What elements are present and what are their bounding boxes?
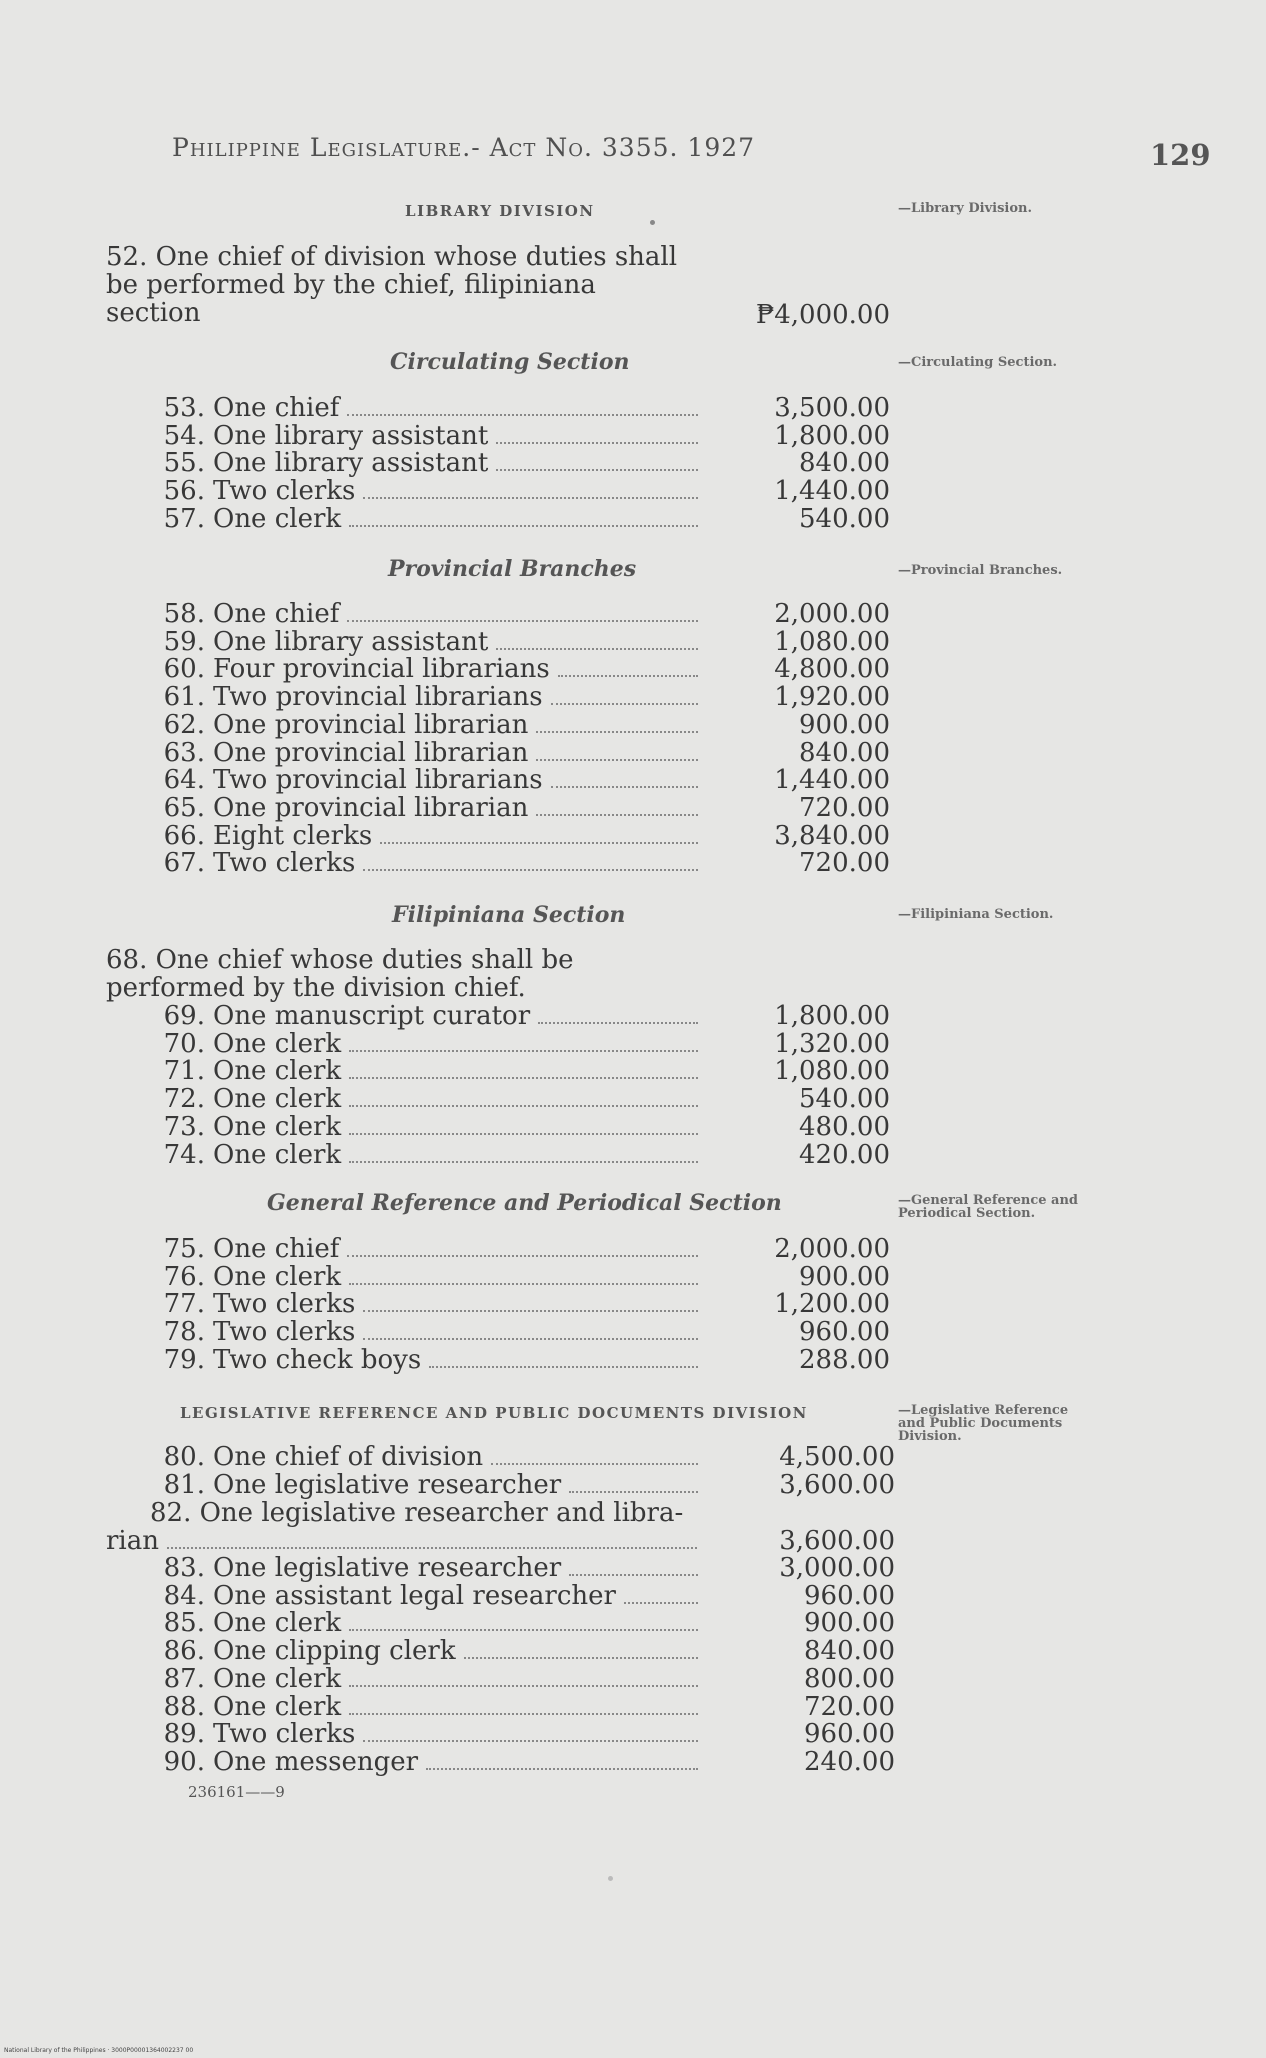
item-amount: 900.00 [799,1261,890,1292]
item-description: One clerk [213,1261,342,1292]
item-amount: 1,200.00 [774,1289,890,1320]
item-number: 53. [163,393,205,423]
item-amount: 720.00 [804,1691,895,1722]
item-amount: 800.00 [804,1663,895,1694]
leader-dots [426,1768,698,1770]
item-amount: 4,800.00 [774,654,890,685]
item-description: One clerk [213,1028,342,1059]
item-description: One clerk [213,1139,342,1170]
leader-dots [491,1463,698,1465]
item-number: 74. [163,1139,205,1170]
item-amount: 1,440.00 [774,476,890,507]
item-description: Two clerks [213,1317,356,1348]
item-description: One chief [213,599,340,629]
item-number: 90. [163,1746,205,1777]
item-description: One provincial librarian [213,792,529,823]
leader-dots [349,1077,698,1079]
item-number: 63. [163,737,205,768]
leader-dots [363,1310,698,1312]
margin-note-library-division: —Library Division. [898,201,1032,216]
leader-dots [349,525,698,527]
item-82-line1: 82. One legislative researcher and libra- [150,1498,684,1528]
item-description: Two clerks [213,1289,356,1320]
item-amount: 3,000.00 [779,1553,895,1583]
item-number: 55. [163,448,205,479]
item-amount: 840.00 [799,737,890,768]
leader-dots [349,1713,698,1715]
ink-mark [650,220,655,225]
item-amount: 960.00 [804,1719,895,1750]
item-number: 64. [163,765,205,796]
item-description: Four provincial librarians [213,654,550,685]
item-amount: 900.00 [804,1608,895,1639]
leader-dots [347,414,698,416]
item-amount: 960.00 [799,1317,890,1348]
item-description: One clerk [213,503,342,534]
item-description: Two clerks [213,476,356,507]
margin-note-provincial: —Provincial Branches. [898,563,1063,578]
leader-dots [380,842,698,844]
item-description: One clerk [213,1691,342,1722]
leader-dots [551,703,698,705]
item-number: 60. [163,654,205,685]
item-amount: 2,000.00 [774,599,890,629]
item-description: Two provincial librarians [213,682,543,713]
item-number: 66. [163,820,205,851]
item-52-amount: ₱4,000.00 [755,300,890,330]
item-number: 89. [163,1719,205,1750]
item-amount: 3,500.00 [774,393,890,423]
item-amount: 420.00 [799,1139,890,1170]
item-number: 76. [163,1261,205,1292]
item-number: 72. [163,1084,205,1115]
library-division-heading: LIBRARY DIVISION [405,202,595,220]
item-number: 80. [163,1442,205,1472]
item-amount: 960.00 [804,1580,895,1611]
leader-dots [167,1547,697,1549]
margin-note-circulating: —Circulating Section. [898,355,1058,370]
item-amount: 240.00 [804,1746,895,1777]
leader-dots [536,814,698,816]
item-amount: 480.00 [799,1111,890,1142]
item-number: 83. [163,1553,205,1583]
leader-dots [496,648,698,650]
leader-dots [496,442,698,444]
leader-dots [464,1657,698,1659]
item-amount: 3,840.00 [774,820,890,851]
leader-dots [349,1161,698,1163]
item-description: One chief [213,1234,340,1264]
item-number: 73. [163,1111,205,1142]
leader-dots [551,786,698,788]
leader-dots [569,1574,698,1576]
item-description: Two provincial librarians [213,765,543,796]
item-amount: 1,800.00 [774,420,890,451]
item-number: 57. [163,503,205,534]
item-amount: 840.00 [804,1636,895,1667]
page-code: 236161——9 [188,1783,285,1801]
item-amount: 540.00 [799,1084,890,1115]
item-amount: 1,080.00 [774,626,890,657]
item-description: One chief of division [213,1442,484,1472]
leader-dots [349,1629,698,1631]
item-amount: 840.00 [799,448,890,479]
leader-dots [569,1491,698,1493]
item-number: 87. [163,1663,205,1694]
page-number: 129 [1150,138,1211,172]
leader-dots [536,731,698,733]
item-amount: 2,000.00 [774,1234,890,1264]
item-description: One provincial librarian [213,709,529,740]
item-description: Two check boys [213,1344,422,1375]
leader-dots [363,497,698,499]
item-number: 54. [163,420,205,451]
item-description: One manuscript curator [213,1001,531,1031]
item-description: Two clerks [213,1719,356,1750]
item-number: 81. [163,1469,205,1500]
leader-dots [347,1255,698,1257]
leader-dots [349,1685,698,1687]
item-description: One messenger [213,1746,419,1777]
item-number: 69. [163,1001,205,1031]
leader-dots [536,759,698,761]
item-amount: 1,920.00 [774,682,890,713]
item-description: One clipping clerk [213,1636,456,1667]
leader-dots [363,1740,698,1742]
item-number: 62. [163,709,205,740]
item-amount: 900.00 [799,709,890,740]
item-number: 58. [163,599,205,629]
item-82-amount: 3,600.00 [779,1526,895,1556]
leader-dots [349,1105,698,1107]
leader-dots [558,675,698,677]
item-number: 77. [163,1289,205,1320]
item-description: One chief [213,393,340,423]
item-number: 85. [163,1608,205,1639]
item-amount: 3,600.00 [779,1469,895,1500]
item-number: 78. [163,1317,205,1348]
leader-dots [363,1338,698,1340]
leader-dots [363,869,698,871]
item-amount: 1,080.00 [774,1056,890,1087]
item-number: 65. [163,792,205,823]
leader-dots [349,1283,698,1285]
item-description: Two clerks [213,848,356,879]
item-description: One clerk [213,1608,342,1639]
ink-mark [608,1876,613,1881]
circulating-heading: Circulating Section [390,349,630,375]
item-68-text: 68. One chief whose duties shall be performed by the division chief. [106,945,574,1003]
item-description: One clerk [213,1111,342,1142]
item-amount: 1,800.00 [774,1001,890,1031]
item-number: 56. [163,476,205,507]
leader-dots [624,1602,698,1604]
filipiniana-heading: Filipiniana Section [392,902,626,928]
item-number: 59. [163,626,205,657]
general-reference-heading: General Reference and Periodical Section [267,1190,782,1216]
leader-dots [349,1050,698,1052]
item-description: One legislative researcher [213,1469,562,1500]
item-description: One assistant legal researcher [213,1580,616,1611]
item-82-desc: rian [106,1526,159,1556]
item-number: 61. [163,682,205,713]
item-amount: 4,500.00 [779,1442,895,1472]
item-description: One library assistant [213,420,489,451]
running-title: Philippine Legislature.- Act No. 3355. 1927 [172,133,756,162]
item-description: One clerk [213,1663,342,1694]
item-number: 75. [163,1234,205,1264]
item-description: One provincial librarian [213,737,529,768]
item-amount: 1,440.00 [774,765,890,796]
margin-note-legislative-reference: —Legislative Reference and Public Documents Division. [898,1403,1069,1444]
item-number: 67. [163,848,205,879]
margin-note-general-reference: —General Reference and Periodical Section. [898,1193,1079,1221]
item-amount: 720.00 [799,848,890,879]
item-number: 86. [163,1636,205,1667]
item-number: 84. [163,1580,205,1611]
leader-dots [349,1133,698,1135]
item-description: One clerk [213,1084,342,1115]
item-description: One clerk [213,1056,342,1087]
provincial-heading: Provincial Branches [388,556,637,582]
leader-dots [347,620,698,622]
footer-stamp: National Library of the Philippines · 3000P00001364002237 00 [4,2047,194,2054]
item-52-text: 52. One chief of division whose duties shall be performed by the chief, filipiniana section [106,242,678,328]
item-description: One library assistant [213,448,489,479]
margin-note-filipiniana: —Filipiniana Section. [898,907,1054,922]
leader-dots [538,1022,698,1024]
item-description: One library assistant [213,626,489,657]
item-number: 88. [163,1691,205,1722]
item-amount: 540.00 [799,503,890,534]
item-description: One legislative researcher [213,1553,562,1583]
item-number: 70. [163,1028,205,1059]
item-amount: 1,320.00 [774,1028,890,1059]
item-amount: 288.00 [799,1344,890,1375]
item-description: Eight clerks [213,820,373,851]
item-amount: 720.00 [799,792,890,823]
item-number: 71. [163,1056,205,1087]
legislative-reference-heading: LEGISLATIVE REFERENCE AND PUBLIC DOCUMENTS DIVISION [180,1404,808,1422]
leader-dots [429,1366,698,1368]
item-number: 79. [163,1344,205,1375]
leader-dots [496,469,698,471]
